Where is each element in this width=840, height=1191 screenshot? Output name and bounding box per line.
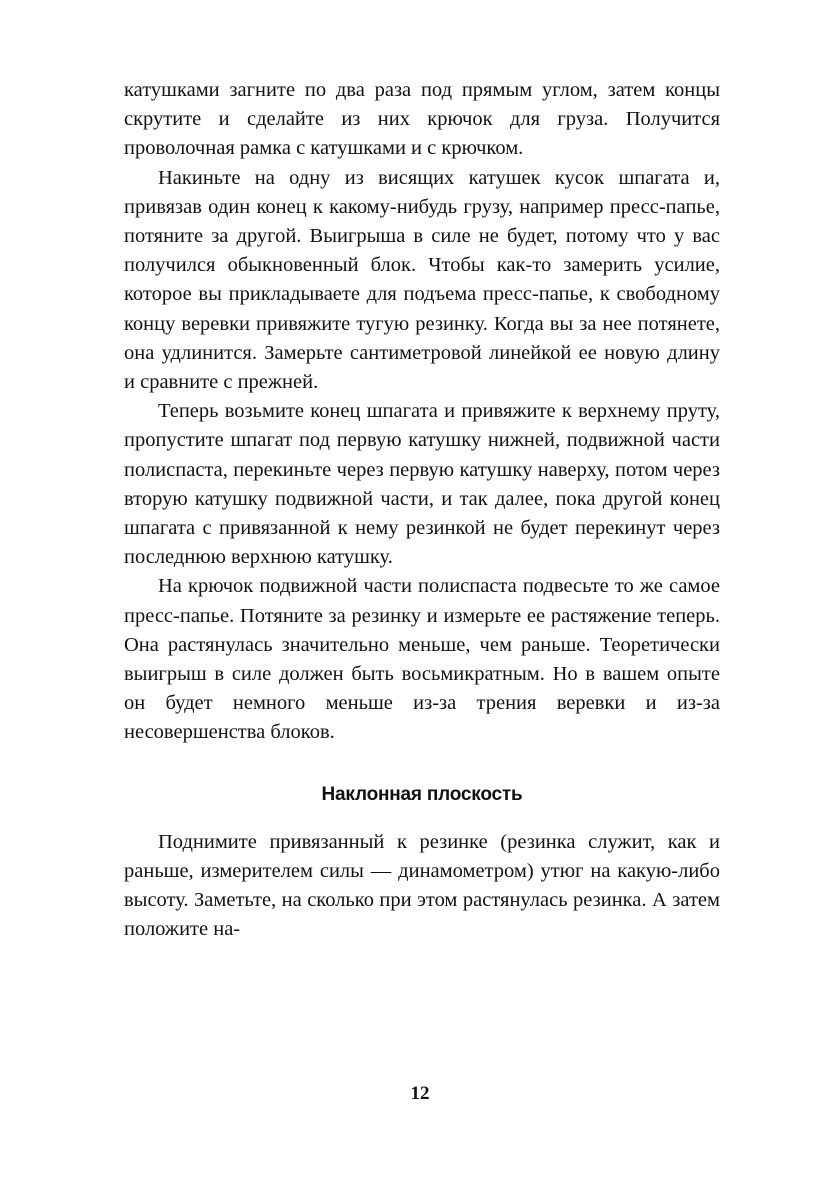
paragraph-inclined-plane: Поднимите привязанный к резинке (резинка служит, как и раньше, измерителем силы — динамометром) утюг на какую-либо высоту. Заметьте, на сколько при этом растянулась резинка. А затем положите на- xyxy=(124,830,720,941)
paragraph-single-block: Накиньте на одну из висящих катушек кусок шпагата и, привязав один конец к какому-нибудь грузу, например пресс-папье, потяните за другой. Выигрыша в силе не будет, потому что у вас получился обыкновенный блок. Чтобы как-то замерить усилие, которое вы прикладываете для подъема пресс-папье, к свободному концу веревки привяжите тугую резинку. Когда вы за нее потянете, она удлинится. Замерьте сантиметровой линейкой ее новую длину и сравните с прежней. xyxy=(124,166,720,394)
section-heading: Наклонная плоскость xyxy=(321,783,523,805)
paragraph-pulley-assembly: Теперь возьмите конец шпагата и привяжите к верхнему пруту, пропустите шпагат под первую катушку нижней, подвижной части полиспаста, перекиньте через первую катушку наверху, потом через вторую катушку подвижной части, и так далее, пока другой конец шпагата с привязанной к нему резинкой не будет перекинут через последнюю верхнюю катушку. xyxy=(124,400,720,569)
paragraph-continuation: катушками загните по два раза под прямым углом, затем концы скрутите и сделайте из них крючок для груза. Получится проволочная рамка с катушками и с крючком. xyxy=(124,79,720,160)
document-page xyxy=(124,76,720,944)
page-number: 12 xyxy=(410,1083,430,1104)
paragraph-force-gain: На крючок подвижной части полиспаста подвесьте то же самое пресс-папье. Потяните за резинку и измерьте ее растяжение теперь. Она растянулась значительно меньше, чем раньше. Теоретически выигрыш в силе должен быть восьмикратным. Но в вашем опыте он будет немного меньше из-за трения веревки и из-за несовершенства блоков. xyxy=(124,575,720,744)
